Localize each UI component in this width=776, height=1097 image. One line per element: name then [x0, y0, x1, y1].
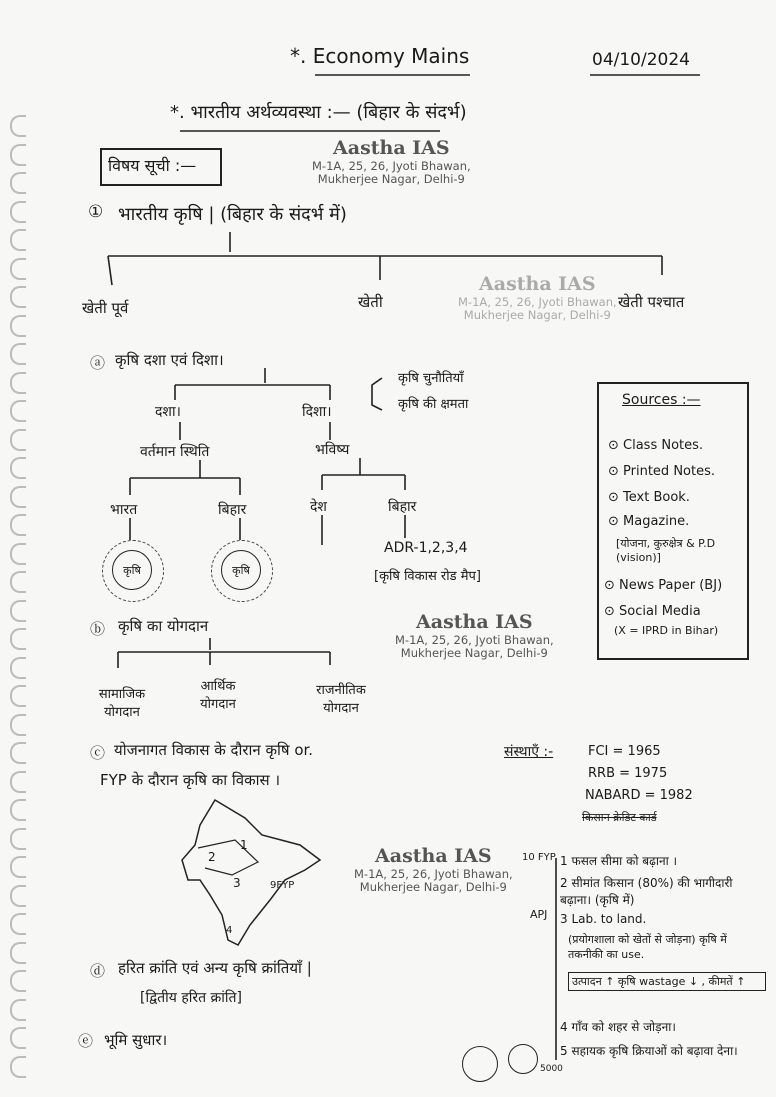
krishi-sun-india	[112, 550, 152, 590]
current-status-label: वर्तमान स्थिति	[140, 444, 210, 460]
point-text: गाँव को शहर से जोड़ना।	[571, 1020, 676, 1034]
fyp-point-1	[560, 852, 677, 869]
kisan-credit-card: किसान क्रेडिट कार्ड	[582, 811, 657, 824]
section-e-title: भूमि सुधार।	[104, 1031, 168, 1049]
institute-stamp-faded	[458, 274, 617, 322]
future-country: देश	[310, 499, 327, 515]
stamp-address-2: Mukherjee Nagar, Delhi-9	[463, 308, 611, 323]
page-subtitle: *. भारतीय अर्थव्यवस्था :— (बिहार के संदर्भ)	[170, 102, 467, 123]
stamp-address-2: Mukherjee Nagar, Delhi-9	[400, 646, 548, 661]
section-d-marker: ⓓ	[90, 962, 106, 980]
fyp-point-3-detail: (प्रयोगशाला को खेतों से जोड़ना) कृषि में तकनीकी का use.	[568, 933, 727, 961]
point-text: Lab. to land.	[571, 912, 647, 926]
stamp-address-1: M-1A, 25, 26, Jyoti Bhawan,	[312, 158, 471, 173]
point-text: सहायक कृषि क्रियाओं को बढ़ावा देना।	[571, 1044, 738, 1058]
stamp-name: Aastha IAS	[416, 611, 533, 633]
contribution-line: योगदान	[104, 705, 140, 720]
section-b-title: कृषि का योगदान	[118, 617, 209, 635]
future-label: भविष्य	[315, 442, 350, 458]
section-c-line1: योजनागत विकास के दौरान कृषि or.	[114, 741, 314, 759]
source-label: Printed Notes.	[623, 464, 715, 479]
topic-number: ①	[88, 202, 104, 222]
institution-nabard: NABARD = 1982	[585, 788, 693, 803]
doodle-globe-icon	[508, 1044, 538, 1074]
branch-post-farming: खेती पश्चात	[618, 293, 685, 311]
branch-farming: खेती	[358, 293, 383, 311]
section-b-marker: ⓑ	[90, 620, 106, 638]
source-label: Text Book.	[623, 490, 690, 505]
institute-stamp	[312, 138, 471, 186]
map-region-2: 2	[208, 850, 216, 864]
disha-label: दिशा।	[302, 404, 332, 420]
institutions-label: संस्थाएँ :-	[504, 744, 554, 760]
source-item: ⊙ Printed Notes.	[608, 464, 715, 479]
source-label: Class Notes.	[623, 438, 704, 453]
source-item: ⊙ Magazine.	[608, 514, 690, 529]
source-item: ⊙ News Paper (BJ)	[604, 578, 723, 593]
page-title: *. Economy Mains	[290, 44, 470, 68]
point-number: 4	[560, 1020, 568, 1034]
point-number: 1	[560, 854, 568, 868]
stamp-address-2: Mukherjee Nagar, Delhi-9	[359, 880, 507, 895]
fyp-point-3-effects: उत्पादन ↑ कृषि wastage ↓ , कीमतें ↑	[568, 972, 766, 991]
point-number: 2	[560, 876, 568, 890]
fyp-label: 10 FYP	[522, 852, 556, 863]
stamp-name: Aastha IAS	[479, 273, 596, 295]
fyp-point-4	[560, 1018, 676, 1035]
topic-title: भारतीय कृषि | (बिहार के संदर्भ में)	[118, 204, 347, 225]
source-label: Social Media	[619, 604, 701, 619]
current-india: भारत	[110, 502, 138, 518]
krishi-sun-bihar	[221, 550, 261, 590]
point-text: फसल सीमा को बढ़ाना ।	[571, 854, 678, 868]
section-a-marker: ⓐ	[90, 354, 106, 372]
stamp-name: Aastha IAS	[375, 845, 492, 867]
point-text: सीमांत किसान (80%) की भागीदारी बढ़ाना। (कृषि में)	[560, 876, 733, 907]
contribution-line: आर्थिक	[200, 679, 236, 694]
stamp-name: Aastha IAS	[333, 137, 450, 159]
sun-label: कृषि	[123, 563, 141, 577]
section-a-title: कृषि दशा एवं दिशा।	[115, 351, 224, 369]
adr-label: ADR-1,2,3,4	[384, 540, 468, 556]
doodle-circle-icon	[462, 1046, 498, 1082]
future-bihar: बिहार	[388, 499, 417, 515]
institute-stamp-2	[395, 612, 554, 660]
map-note: 9FYP	[270, 880, 295, 891]
section-d-line1: हरित क्रांति एवं अन्य कृषि क्रांतियाँ |	[118, 959, 312, 977]
doodle-number: 5000	[540, 1064, 563, 1074]
contribution-political	[306, 680, 376, 716]
india-map-outline	[182, 800, 320, 945]
point-number: 5	[560, 1044, 568, 1058]
source-item: ⊙ Text Book.	[608, 490, 690, 505]
fyp-point-2	[560, 874, 760, 908]
point-number: 3	[560, 912, 568, 926]
branch-pre-farming: खेती पूर्व	[82, 299, 129, 317]
current-bihar: बिहार	[218, 502, 247, 518]
disha-point-2: कृषि की क्षमता	[398, 397, 469, 412]
apj-label: APJ	[530, 908, 548, 921]
source-label: News Paper (BJ)	[619, 578, 723, 593]
stamp-address-2: Mukherjee Nagar, Delhi-9	[317, 172, 465, 187]
stamp-address-1: M-1A, 25, 26, Jyoti Bhawan,	[395, 632, 554, 647]
contribution-line: योगदान	[200, 697, 236, 712]
contribution-economic	[188, 676, 248, 712]
roadmap-label: [कृषि विकास रोड मैप]	[374, 569, 481, 584]
magazine-note: [योजना, कुरुक्षेत्र & P.D (vision)]	[616, 537, 716, 564]
sun-label: कृषि	[232, 563, 250, 577]
section-c-marker: ⓒ	[90, 744, 106, 762]
map-region-4: 4	[226, 925, 233, 936]
contribution-line: योगदान	[323, 701, 359, 716]
section-e-marker: ⓔ	[78, 1032, 94, 1050]
institution-fci: FCI = 1965	[588, 744, 661, 759]
source-item: ⊙ Social Media	[604, 604, 701, 619]
note-date: 04/10/2024	[592, 50, 690, 70]
section-c-line2: FYP के दौरान कृषि का विकास ।	[100, 771, 281, 789]
source-item: ⊙ Class Notes.	[608, 438, 704, 453]
contents-label: विषय सूची :—	[108, 156, 197, 175]
contribution-social	[92, 684, 152, 720]
dasha-label: दशा।	[155, 404, 181, 420]
fyp-point-3	[560, 912, 646, 926]
institute-stamp-3	[354, 846, 513, 894]
map-region-1: 1	[240, 838, 248, 852]
institution-rrb: RRB = 1975	[588, 766, 668, 781]
map-region-3: 3	[233, 876, 241, 890]
stamp-address-1: M-1A, 25, 26, Jyoti Bhawan,	[458, 294, 617, 309]
social-note: (X = IPRD in Bihar)	[614, 624, 719, 637]
source-label: Magazine.	[623, 514, 690, 529]
fyp-point-5	[560, 1042, 760, 1059]
contribution-line: सामाजिक	[98, 687, 146, 702]
disha-point-1: कृषि चुनौतियाँ	[398, 371, 464, 386]
contribution-line: राजनीतिक	[316, 683, 366, 698]
stamp-address-1: M-1A, 25, 26, Jyoti Bhawan,	[354, 866, 513, 881]
section-d-line2: [द्वितीय हरित क्रांति]	[140, 990, 242, 1006]
sources-title: Sources :—	[622, 392, 701, 408]
